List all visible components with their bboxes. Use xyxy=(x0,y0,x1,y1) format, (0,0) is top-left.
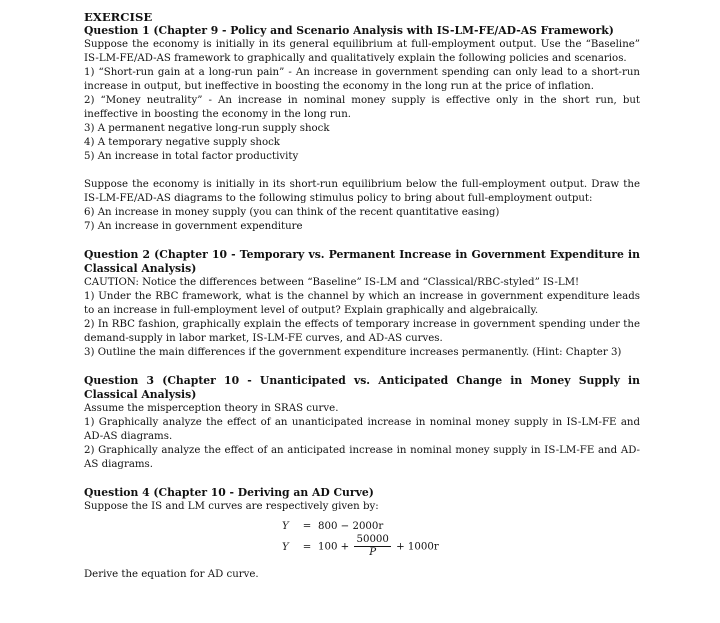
eq1-rhs: 800 − 2000r xyxy=(318,521,384,532)
eq1-lhs: Y xyxy=(282,521,289,532)
is-equation xyxy=(282,520,383,534)
q4-heading: Question 4 (Chapter 10 - Deriving an AD Curve) xyxy=(84,486,374,499)
q1-item-4: 4) A temporary negative supply shock xyxy=(84,137,280,148)
q2-item-3: 3) Outline the main differences if the government expenditure increases permanently. (Hint: Chapter 3) xyxy=(84,347,622,358)
fraction-denominator: P xyxy=(369,547,377,558)
eq2-sign: = xyxy=(302,541,312,553)
eq2-pre: 100 + xyxy=(318,541,350,553)
q1-item-7: 7) An increase in government expenditure xyxy=(84,221,303,232)
q2-heading: Question 2 (Chapter 10 - Temporary vs. Permanent Increase in Government Expenditure in Classical Analysis) xyxy=(84,248,640,275)
spacer xyxy=(84,360,640,374)
lm-equation xyxy=(282,534,439,559)
q2-item-2: 2) In RBC fashion, graphically explain the effects of temporary increase in government spending under the demand-supply in labor market, IS-LM-FE curves, and AD-AS curves. xyxy=(84,319,640,344)
q1-heading: Question 1 (Chapter 9 - Policy and Scenario Analysis with IS-LM-FE/AD-AS Framework) xyxy=(84,24,614,37)
q4-closing: Derive the equation for AD curve. xyxy=(84,569,259,580)
q1-item-3: 3) A permanent negative long-run supply shock xyxy=(84,123,330,134)
spacer xyxy=(84,234,640,248)
q1-item-1: 1) “Short-run gain at a long-run pain” - An increase in government spending can only lead to a short-run increase in output, but ineffective in boosting the economy in the long run at the price of inflation. xyxy=(84,67,640,92)
q1-item-5: 5) An increase in total factor productivity xyxy=(84,151,299,162)
q2-caution: CAUTION: Notice the differences between “Baseline” IS-LM and “Classical/RBC-styled” IS-LM! xyxy=(84,277,580,288)
q3-item-2: 2) Graphically analyze the effect of an anticipated increase in nominal money supply in IS-LM-FE and AD-AS diagrams. xyxy=(84,445,640,470)
q1-intro: Suppose the economy is initially in its general equilibrium at full-employment output. Use the “Baseline” IS-LM-FE/AD-AS framework to graphically and qualitatively explain the following policies and scenarios. xyxy=(84,39,640,64)
exercise-page xyxy=(84,8,640,582)
q2-item-1: 1) Under the RBC framework, what is the channel by which an increase in government expenditure leads to an increase in full-employment level of output? Explain graphically and algebraically. xyxy=(84,291,640,316)
eq2-post: + 1000r xyxy=(396,541,439,553)
q3-intro: Assume the misperception theory in SRAS curve. xyxy=(84,403,339,414)
q1-intro-2: Suppose the economy is initially in its short-run equilibrium below the full-employment output. Draw the IS-LM-FE/AD-AS diagrams to the following stimulus policy to bring about full-employment output: xyxy=(84,179,640,204)
spacer xyxy=(84,472,640,486)
eq2-lhs: Y xyxy=(282,541,289,553)
q4-intro: Suppose the IS and LM curves are respectively given by: xyxy=(84,501,379,512)
q3-item-1: 1) Graphically analyze the effect of an unanticipated increase in nominal money supply in IS-LM-FE and AD-AS diagrams. xyxy=(84,417,640,442)
page-title: EXERCISE xyxy=(84,10,153,24)
fraction xyxy=(354,534,390,559)
eq1-sign: = xyxy=(302,521,312,532)
q1-item-2: 2) “Money neutrality” - An increase in nominal money supply is effective only in the short run, but ineffective in boosting the economy in the long run. xyxy=(84,95,640,120)
equation-block xyxy=(282,520,640,564)
fraction-numerator: 50000 xyxy=(356,534,389,545)
q3-heading: Question 3 (Chapter 10 - Unanticipated vs. Anticipated Change in Money Supply in Classical Analysis) xyxy=(84,374,640,401)
q1-item-6: 6) An increase in money supply (you can think of the recent quantitative easing) xyxy=(84,207,500,218)
spacer xyxy=(84,164,640,178)
